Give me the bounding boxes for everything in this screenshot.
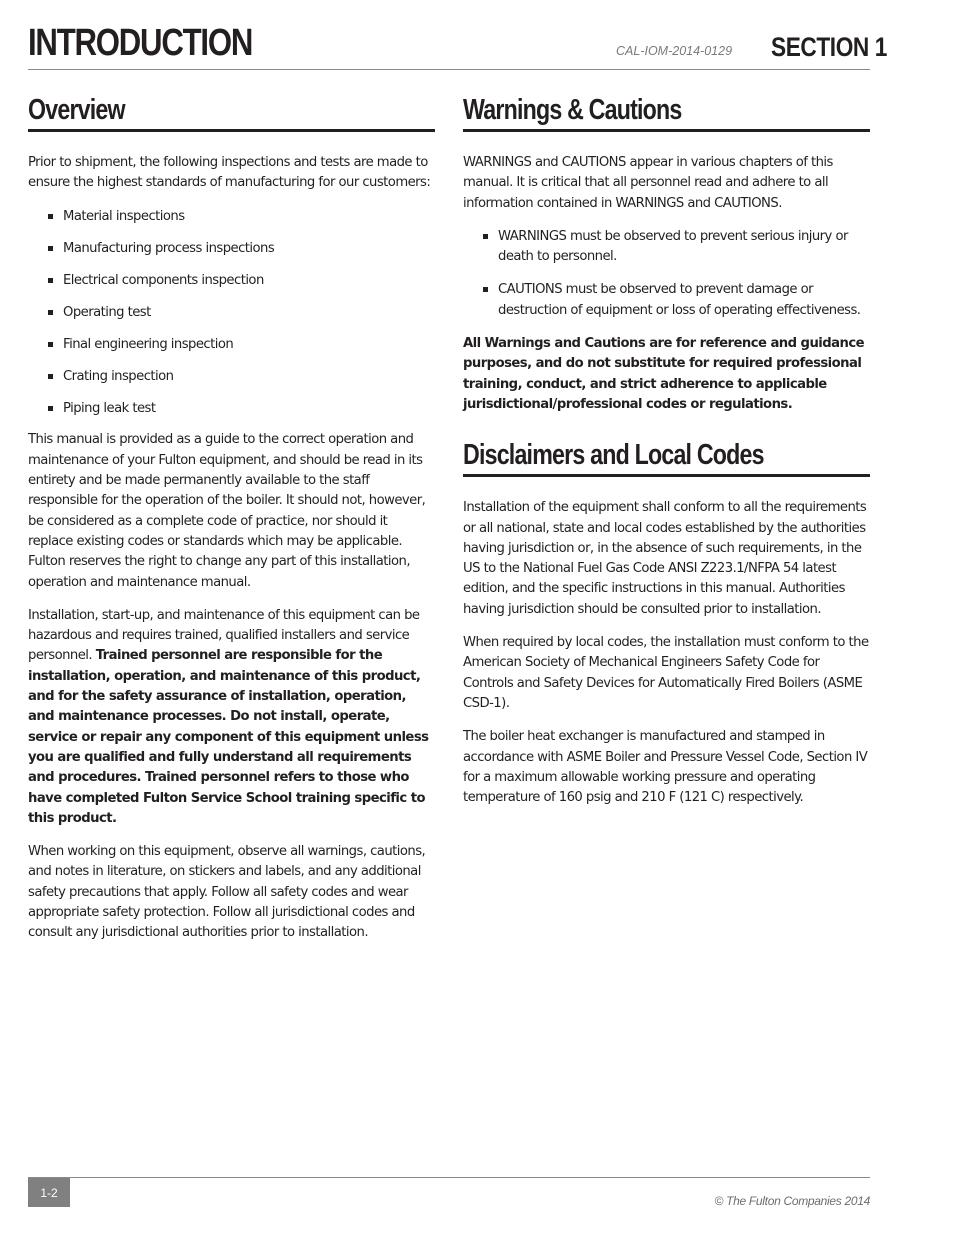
warnings-heading: Warnings & Cautions xyxy=(463,94,682,126)
installation-text: Installation, start-up, and maintenance of this equipment can be hazardous and requires trained, qualified installers and service personnel. xyxy=(28,607,420,664)
manual-purpose-paragraph: This manual is provided as a guide to the correct operation and maintenance of your Fulton equipment, and should be read in its entirety and be made permanently available to the staff responsible for the operation of the boiler. It should not, however, be considered as a complete code of practice, nor should it replace existing codes or standards which may be applicable. Fulton reserves the right to change any part of this installation, operation and maintenance manual. xyxy=(28,432,426,590)
list-item: Material inspections xyxy=(28,207,435,227)
warnings-intro: WARNINGS and CAUTIONS appear in various chapters of this manual. It is critical that all personnel read and adhere to all information contained in WARNINGS and CAUTIONS. xyxy=(463,155,833,211)
document-code: CAL-IOM-2014-0129 xyxy=(616,44,733,58)
list-item: Electrical components inspection xyxy=(28,271,435,291)
left-column xyxy=(28,92,435,957)
overview-intro: Prior to shipment, the following inspections and tests are made to ensure the highest standards of manufacturing for our customers: xyxy=(28,155,431,191)
page-title: INTRODUCTION xyxy=(28,22,253,64)
list-item: WARNINGS must be observed to prevent serious injury or death to personnel. xyxy=(463,227,870,268)
copyright: © The Fulton Companies 2014 xyxy=(714,1194,870,1208)
footer-rule xyxy=(28,1177,870,1178)
header-rule xyxy=(28,69,870,70)
list-item: Operating test xyxy=(28,303,435,323)
overview-heading-rule xyxy=(28,129,435,132)
disclaimers-heading: Disclaimers and Local Codes xyxy=(463,439,764,472)
warnings-note-text: All Warnings and Cautions are for reference and guidance purposes, and do not substitute for required professional training, conduct, and strict adherence to applicable jurisdictional/professional codes or regulations. xyxy=(463,336,864,412)
installation-paragraph xyxy=(28,606,435,829)
right-column xyxy=(463,92,870,821)
section-label: SECTION 1 xyxy=(771,32,887,62)
page-number: 1-2 xyxy=(28,1178,70,1207)
disclaimers-heading-rule xyxy=(463,474,870,477)
warnings-list xyxy=(463,227,870,321)
list-item: Piping leak test xyxy=(28,399,435,419)
list-item: Manufacturing process inspections xyxy=(28,239,435,259)
safety-precautions-paragraph: When working on this equipment, observe all warnings, cautions, and notes in literature, on stickers and labels, and any additional safety precautions that apply. Follow all safety codes and wear appropriate safety protection. Follow all jurisdictional codes and consult any jurisdictional authorities prior to installation. xyxy=(28,844,426,941)
inspection-list xyxy=(28,207,435,419)
trained-personnel-text: Trained personnel are responsible for the installation, operation, and maintenance of this product, and for the safety assurance of installation, operation, and maintenance processes. Do not install, operate, service or repair any component of this equipment unless you are qualified and fully understand all requirements and procedures. Trained personnel refers to those who have completed Fulton Service School training specific to this product. xyxy=(28,648,429,826)
list-item: Crating inspection xyxy=(28,367,435,387)
warnings-bold-note xyxy=(463,334,870,415)
disclaimers-paragraph: Installation of the equipment shall conform to all the requirements or all national, state and local codes established by the authorities having jurisdiction or, in the absence of such requirements, in the US to the National Fuel Gas Code ANSI Z223.1/NFPA 54 latest edition, and the specific instructions in this manual. Authorities having jurisdiction should be consulted prior to installation. xyxy=(463,500,867,617)
list-item: CAUTIONS must be observed to prevent damage or destruction of equipment or loss of operating effectiveness. xyxy=(463,280,870,321)
warnings-heading-rule xyxy=(463,129,870,132)
list-item: Final engineering inspection xyxy=(28,335,435,355)
overview-heading: Overview xyxy=(28,94,125,126)
disclaimers-paragraph: The boiler heat exchanger is manufactured and stamped in accordance with ASME Boiler and Pressure Vessel Code, Section IV for a maximum allowable working pressure and operating temperature of 160 psig and 210 F (121 C) respectively. xyxy=(463,729,868,806)
disclaimers-paragraph: When required by local codes, the installation must conform to the American Society of Mechanical Engineers Safety Code for Controls and Safety Devices for Automatically Fired Boilers (ASME CSD-1). xyxy=(463,635,869,711)
